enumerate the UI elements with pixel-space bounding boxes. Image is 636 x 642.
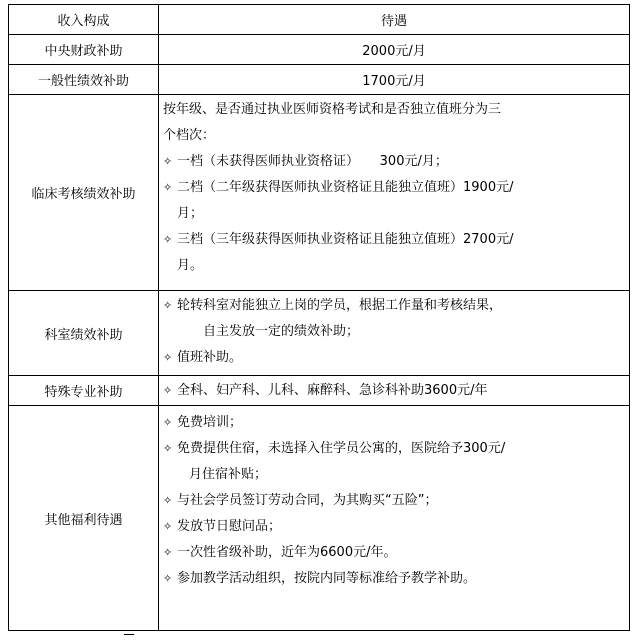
diamond-bullet-icon: ✧ bbox=[163, 494, 173, 507]
diamond-bullet-icon: ✧ bbox=[163, 383, 173, 397]
header-col1: 收入构成 bbox=[9, 5, 159, 35]
diamond-bullet-icon: ✧ bbox=[163, 546, 173, 559]
list-item: ✧ 发放节日慰问品； bbox=[163, 514, 625, 540]
header-col2: 待遇 bbox=[159, 5, 630, 35]
list-item: ✧ 轮转科室对能独立上岗的学员，根据工作量和考核结果， bbox=[163, 293, 625, 319]
row-value-other bbox=[159, 406, 630, 631]
list-item: ✧ 一次性省级补助，近年为6600元/年。 bbox=[163, 540, 625, 566]
row-value-general: 1700元/月 bbox=[159, 65, 630, 95]
list-item: ✧ 二档（二年级获得医师执业资格证且能独立值班）1900元/ bbox=[163, 175, 625, 201]
row-label-other: 其他福利待遇 bbox=[9, 406, 159, 631]
list-item: ✧ 三档（三年级获得医师执业资格证且能独立值班）2700元/ bbox=[163, 227, 625, 253]
row-label-dept: 科室绩效补助 bbox=[9, 291, 159, 376]
diamond-bullet-icon: ✧ bbox=[163, 233, 173, 246]
list-item-continued: 月； bbox=[177, 206, 204, 221]
diamond-bullet-icon: ✧ bbox=[163, 155, 173, 168]
list-item: ✧ 参加教学活动组织，按院内同等标准给予教学补助。 bbox=[163, 566, 625, 592]
divider bbox=[124, 634, 134, 635]
header-row bbox=[9, 5, 630, 35]
list-item-continued: 月住宿补贴； bbox=[189, 467, 268, 482]
table-row bbox=[9, 35, 630, 65]
list-item: ✧ 一档（未获得医师执业资格证） 300元/月； bbox=[163, 149, 625, 175]
row-label-general: 一般性绩效补助 bbox=[9, 65, 159, 95]
diamond-bullet-icon: ✧ bbox=[163, 416, 173, 429]
diamond-bullet-icon: ✧ bbox=[163, 181, 173, 194]
row-label-special: 特殊专业补助 bbox=[9, 376, 159, 406]
list-item: ✧ 免费提供住宿，未选择入住学员公寓的，医院给予300元/ bbox=[163, 436, 625, 462]
table-row bbox=[9, 65, 630, 95]
list-item: ✧ 全科、妇产科、儿科、麻醉科、急诊科补助3600元/年 bbox=[163, 378, 625, 404]
row-label-clinical: 临床考核绩效补助 bbox=[9, 95, 159, 291]
diamond-bullet-icon: ✧ bbox=[163, 442, 173, 455]
row-value-central: 2000元/月 bbox=[159, 35, 630, 65]
table-row bbox=[9, 291, 630, 376]
list-item: ✧ 免费培训； bbox=[163, 410, 625, 436]
list-item: ✧ 值班补助。 bbox=[163, 345, 625, 371]
diamond-bullet-icon: ✧ bbox=[163, 299, 173, 312]
diamond-bullet-icon: ✧ bbox=[163, 351, 173, 364]
clinical-intro-line1: 按年级、是否通过执业医师资格考试和是否独立值班分为三 bbox=[163, 102, 502, 117]
row-value-clinical bbox=[159, 95, 630, 291]
row-value-dept bbox=[159, 291, 630, 376]
list-item-continued: 自主发放一定的绩效补助； bbox=[203, 324, 360, 339]
clinical-intro-line2: 个档次： bbox=[163, 128, 216, 143]
table-row bbox=[9, 406, 630, 631]
list-item: ✧ 与社会学员签订劳动合同，为其购买“五险”； bbox=[163, 488, 625, 514]
table-row bbox=[9, 95, 630, 291]
row-label-central: 中央财政补助 bbox=[9, 35, 159, 65]
row-value-special bbox=[159, 376, 630, 406]
table-row bbox=[9, 376, 630, 406]
income-table bbox=[8, 4, 630, 631]
list-item-continued: 月。 bbox=[177, 258, 204, 273]
diamond-bullet-icon: ✧ bbox=[163, 572, 173, 585]
diamond-bullet-icon: ✧ bbox=[163, 520, 173, 533]
